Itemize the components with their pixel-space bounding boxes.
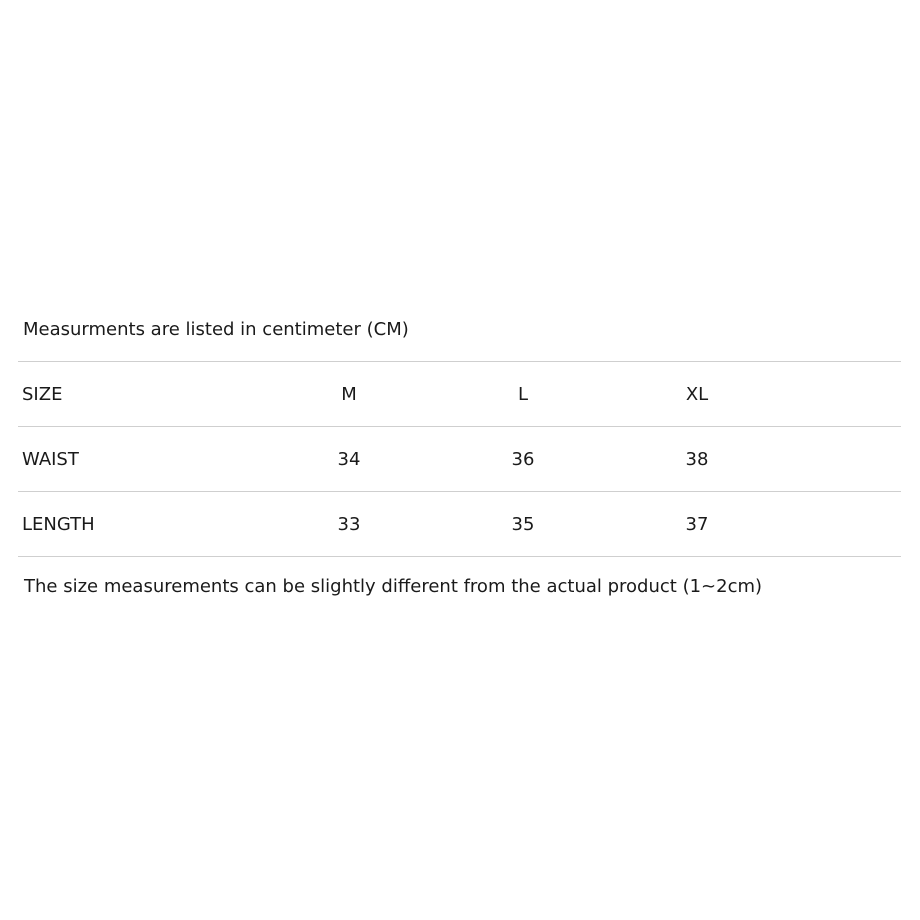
header-spacer bbox=[784, 362, 901, 427]
header-size-xl: XL bbox=[685, 383, 709, 405]
length-value-l: 35 bbox=[511, 513, 535, 535]
size-chart-table bbox=[18, 361, 901, 557]
table-header-row bbox=[18, 362, 901, 427]
row-spacer bbox=[784, 492, 901, 557]
table-row-waist bbox=[18, 427, 901, 492]
row-label-length: LENGTH bbox=[22, 513, 95, 535]
table-row-length bbox=[18, 492, 901, 557]
measurement-disclaimer: The size measurements can be slightly different from the actual product (1~2cm) bbox=[24, 576, 763, 597]
header-size-l: L bbox=[517, 383, 529, 405]
waist-value-l: 36 bbox=[511, 448, 535, 470]
row-spacer bbox=[784, 427, 901, 492]
waist-value-xl: 38 bbox=[685, 448, 709, 470]
length-value-m: 33 bbox=[337, 513, 361, 535]
header-size-label: SIZE bbox=[22, 383, 63, 405]
length-value-xl: 37 bbox=[685, 513, 709, 535]
row-label-waist: WAIST bbox=[22, 448, 79, 470]
header-size-m: M bbox=[341, 383, 357, 405]
measurement-unit-note: Measurments are listed in centimeter (CM) bbox=[23, 319, 409, 340]
waist-value-m: 34 bbox=[337, 448, 361, 470]
